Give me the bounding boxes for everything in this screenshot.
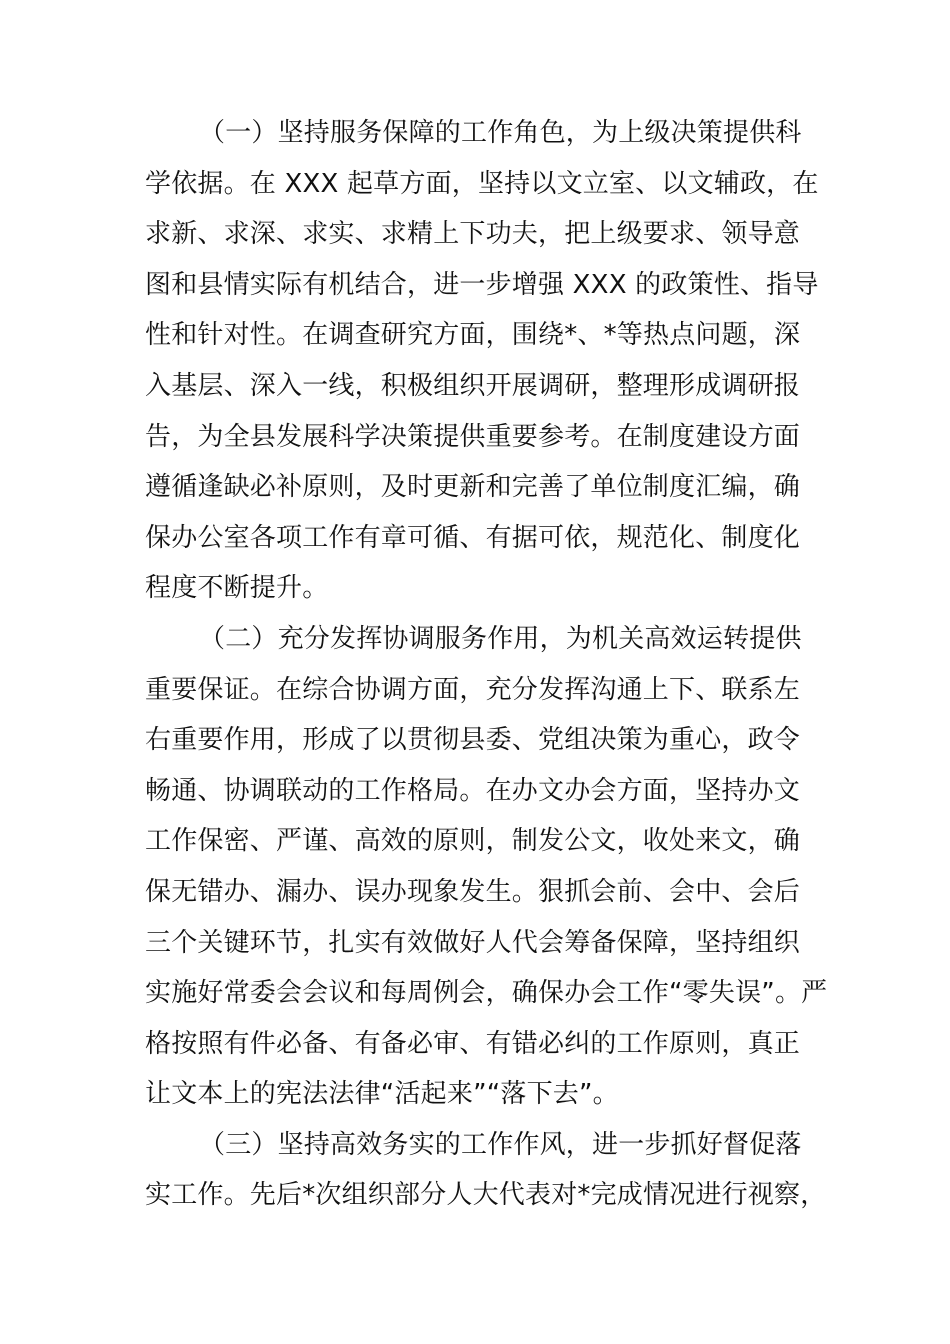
text-line: 遵循逢缺必补原则，及时更新和完善了单位制度汇编，确 bbox=[145, 472, 801, 503]
text-line: 性和针对性。在调查研究方面，围绕*、*等热点问题，深 bbox=[145, 320, 801, 351]
text-line: 实工作。先后*次组织部分人大代表对*完成情况进行视察， bbox=[145, 1180, 827, 1211]
text-line: 保办公室各项工作有章可循、有据可依，规范化、制度化 bbox=[145, 522, 801, 553]
text-line: （一）坚持服务保障的工作角色，为上级决策提供科 bbox=[199, 118, 802, 148]
text-line: 入基层、深入一线，积极组织开展调研，整理形成调研报 bbox=[145, 370, 801, 401]
paragraph-1 bbox=[145, 108, 819, 614]
text-line: 畅通、协调联动的工作格局。在办文办会方面，坚持办文 bbox=[145, 775, 801, 806]
text-line: 实施好常委会会议和每周例会，确保办会工作“零失误”。严 bbox=[145, 978, 828, 1009]
text-line: 重要保证。在综合协调方面，充分发挥沟通上下、联系左 bbox=[145, 674, 801, 705]
paragraph-3 bbox=[145, 1120, 827, 1221]
text-line: 右重要作用，形成了以贯彻县委、党组决策为重心，政令 bbox=[145, 725, 801, 756]
text-line: 工作保密、严谨、高效的原则，制发公文，收处来文，确 bbox=[145, 826, 801, 857]
text-line: 告，为全县发展科学决策提供重要参考。在制度建设方面 bbox=[145, 421, 801, 452]
paragraph-2 bbox=[145, 614, 828, 1120]
text-line: （三）坚持高效务实的工作作风，进一步抓好督促落 bbox=[199, 1129, 802, 1160]
document-body bbox=[145, 108, 828, 1221]
text-line: 程度不断提升。 bbox=[145, 573, 329, 604]
text-line: 图和县情实际有机结合，进一步增强 XXX 的政策性、指导 bbox=[145, 269, 819, 300]
text-line: 让文本上的宪法法律“活起来”“落下去”。 bbox=[145, 1079, 619, 1110]
text-line: 学依据。在 XXX 起草方面，坚持以文立室、以文辅政，在 bbox=[145, 168, 819, 199]
text-line: （二）充分发挥协调服务作用，为机关高效运转提供 bbox=[199, 623, 802, 654]
text-line: 保无错办、漏办、误办现象发生。狠抓会前、会中、会后 bbox=[145, 876, 801, 907]
text-line: 求新、求深、求实、求精上下功夫，把上级要求、领导意 bbox=[145, 219, 801, 250]
text-line: 格按照有件必备、有备必审、有错必纠的工作原则，真正 bbox=[145, 1028, 801, 1059]
text-line: 三个关键环节，扎实有效做好人代会筹备保障，坚持组织 bbox=[145, 927, 801, 958]
